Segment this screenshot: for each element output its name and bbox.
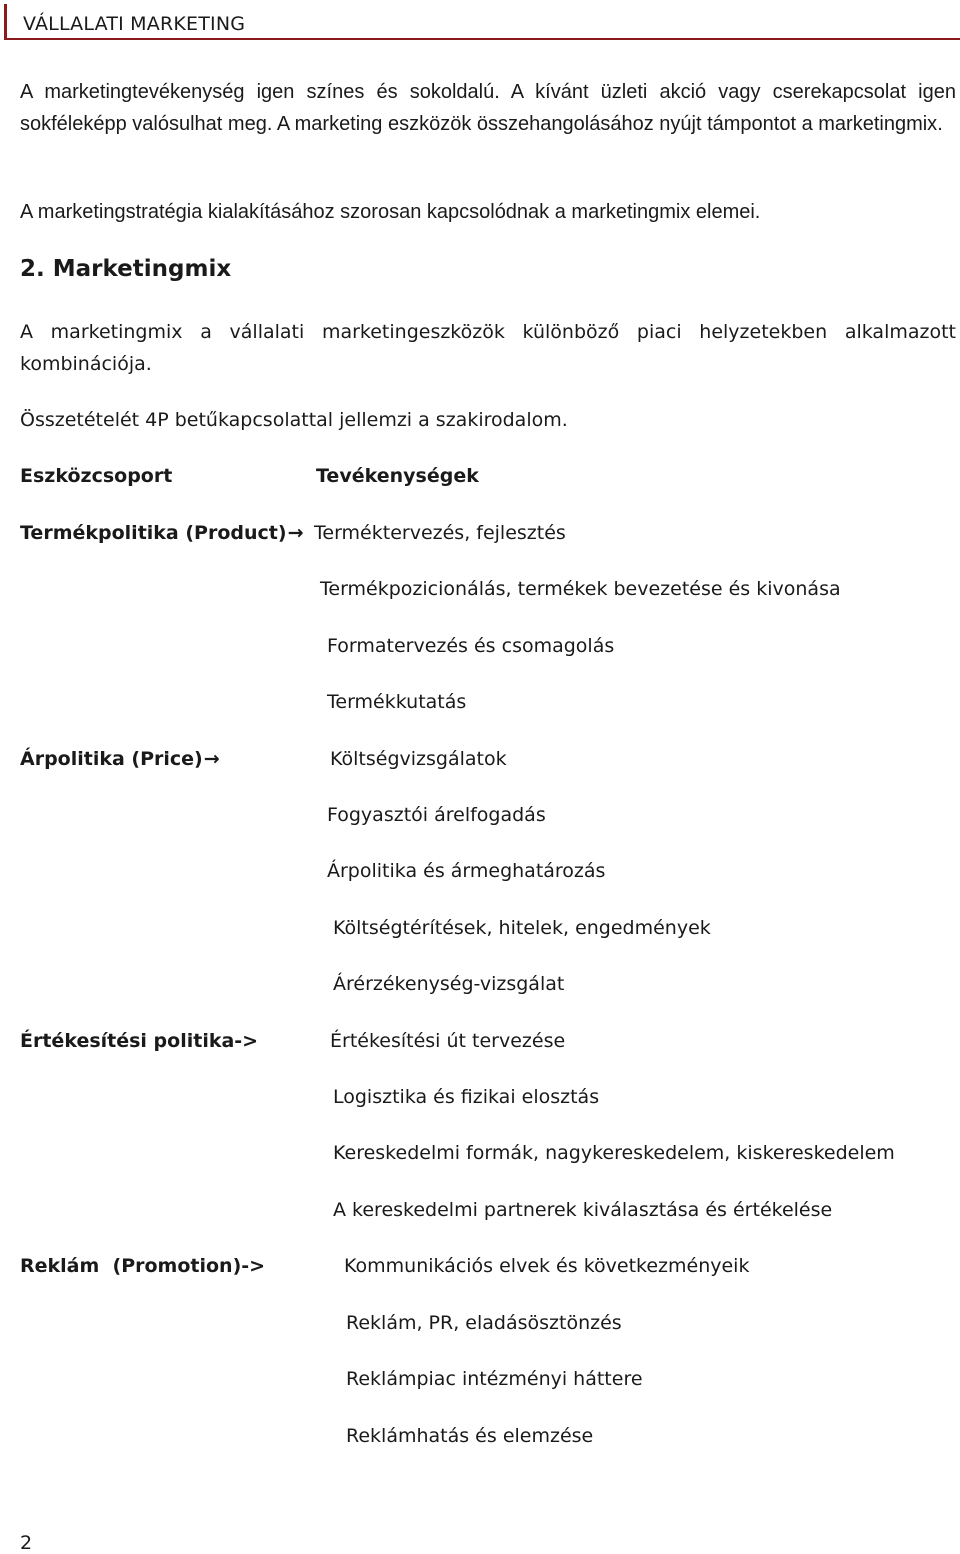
activity-item: Költségtérítések, hitelek, engedmények xyxy=(333,917,711,939)
activity-item: Árérzékenység-vizsgálat xyxy=(333,973,565,995)
definition-paragraph: A marketingmix a vállalati marketingeszközök különböző piaci helyzetekben alkalmazott kombinációja. xyxy=(20,321,956,375)
fourp-paragraph: Összetételét 4P betűkapcsolattal jellemzi a szakirodalom. xyxy=(20,409,568,431)
activity-item: Fogyasztói árelfogadás xyxy=(327,804,546,826)
strategy-paragraph: A marketingstratégia kialakításához szorosan kapcsolódnak a marketingmix elemei. xyxy=(20,201,761,223)
group-label-place: Értékesítési politika-> xyxy=(20,1030,259,1052)
activity-item: Értékesítési út tervezése xyxy=(330,1030,566,1052)
activity-item: Logisztika és fizikai elosztás xyxy=(333,1086,600,1108)
group-label-promotion: Reklám (Promotion)-> xyxy=(20,1255,266,1277)
activity-item: Költségvizsgálatok xyxy=(330,748,507,770)
activity-item: Kereskedelmi formák, nagykereskedelem, kiskereskedelem xyxy=(333,1142,895,1164)
section-heading: 2. Marketingmix xyxy=(20,256,232,282)
header-title: VÁLLALATI MARKETING xyxy=(23,13,246,35)
intro-period: . xyxy=(937,113,943,135)
activity-item: Terméktervezés, fejlesztés xyxy=(314,522,566,544)
activity-item: Termékkutatás xyxy=(327,691,467,713)
group-label-product: Termékpolitika (Product)→ xyxy=(20,522,304,544)
intro-text: A marketingtevékenység igen színes és sokoldalú. A kívánt üzleti akció vagy cserekapcsolat igen sokféleképp valósulhat meg. A marketing eszközök összehangolásához nyújt támpontot a xyxy=(20,81,956,135)
page-header xyxy=(4,4,960,40)
group-label-price: Árpolitika (Price)→ xyxy=(20,748,220,770)
activity-item: A kereskedelmi partnerek kiválasztása és értékelése xyxy=(333,1199,833,1221)
activity-item: Formatervezés és csomagolás xyxy=(327,635,615,657)
activity-item: Reklámhatás és elemzése xyxy=(346,1425,594,1447)
activity-item: Kommunikációs elvek és következményeik xyxy=(344,1255,750,1277)
activity-item: Termékpozicionálás, termékek bevezetése és kivonása xyxy=(320,578,841,600)
activity-item: Reklám, PR, eladásösztönzés xyxy=(346,1312,622,1334)
intro-marketingmix-term: marketingmix xyxy=(818,113,938,135)
page-number: 2 xyxy=(20,1532,33,1554)
arrow-icon: → xyxy=(203,748,220,770)
activity-item: Reklámpiac intézményi háttere xyxy=(346,1368,643,1390)
arrow-icon: → xyxy=(287,522,304,544)
column-header-tool-group: Eszközcsoport xyxy=(20,465,173,487)
column-header-activities: Tevékenységek xyxy=(316,465,479,487)
activity-item: Árpolitika és ármeghatározás xyxy=(327,860,606,882)
intro-paragraph xyxy=(20,76,956,140)
